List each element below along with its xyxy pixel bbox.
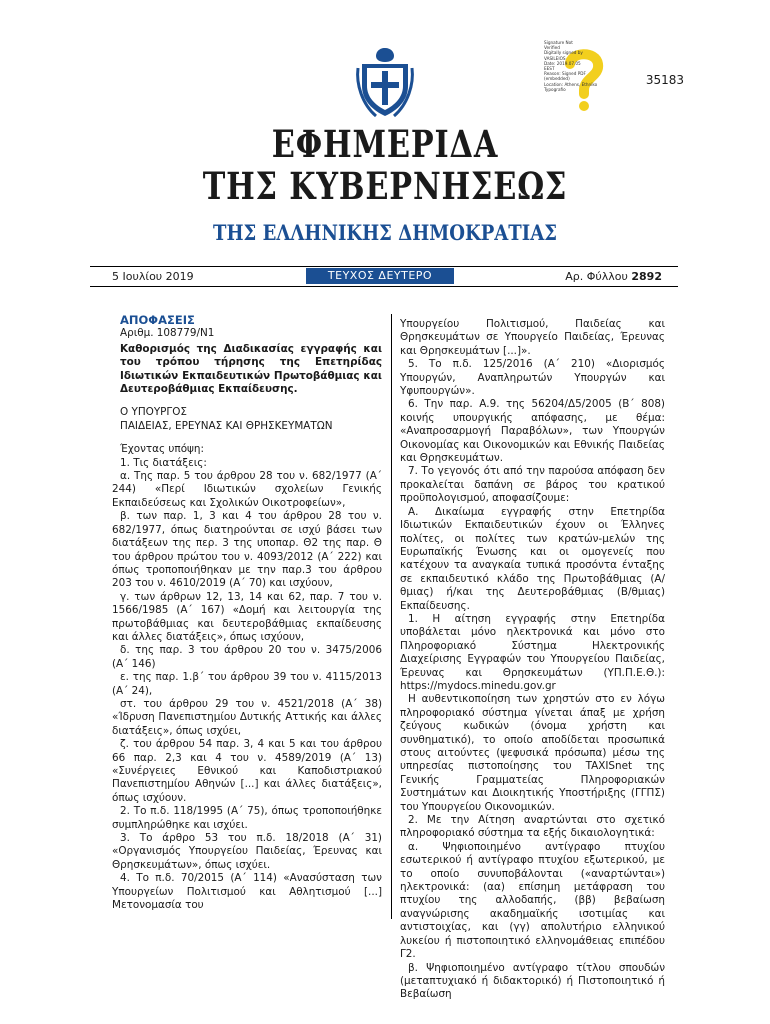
paragraph: α. Ψηφιοποιημένο αντίγραφο πτυχίου εσωτερικού ή αντίγραφο πτυχίου εξωτερικού, με το οποίο συνυποβάλονται («αναρτώνται») ηλεκτρονικά: (αα) επίσημη μετάφραση του πτυχίου της αλλοδαπής, (ββ) βεβαίωση αναγνώρισης ακαδημαϊκής ισοτιμίας και αντιστοιχίας, και (γγ) απολυτήριο ελληνικού λυκείου ή πιστοποιητικό ελληνομάθειας επιπέδου Γ2. [400, 840, 665, 961]
paragraph: 6. Την παρ. Α.9. της 56204/Δ5/2005 (Β΄ 808) κοινής υπουργικής απόφασης, με θέμα: «Αναπροσαρμογή Παραβόλων», των Υπουργών Οικονομίας και Οικονομικών και Εθνικής Παιδείας και Θρησκευμάτων. [400, 398, 665, 465]
decision-number: Αριθμ. 108779/Ν1 [120, 327, 215, 340]
paragraph: δ. της παρ. 3 του άρθρου 20 του ν. 3475/2006 (Α΄ 146) [112, 644, 382, 670]
paragraph: α. Της παρ. 5 του άρθρου 28 του ν. 682/1977 (Α΄ 244) «Περί Ιδιωτικών σχολείων Γενικής Εκπαιδεύσεως και Σχολικών Οικοτροφείων», [112, 470, 382, 509]
masthead-subtitle: ΤΗΣ ΕΛΛΗΝΙΚΗΣ ΔΗΜΟΚΡΑΤΙΑΣ [213, 220, 557, 245]
paragraph: Υπουργείου Πολιτισμού, Παιδείας και Θρησκευμάτων σε Υπουργείο Παιδείας, Έρευνας και Θρησκευμάτων [...]». [400, 318, 665, 357]
header-rule-top [90, 266, 678, 267]
issue-date: 5 Ιουλίου 2019 [112, 270, 194, 283]
right-column [400, 318, 665, 1002]
paragraph: 2. Με την Αίτηση αναρτώνται στο σχετικό πληροφοριακό σύστημα τα εξής δικαιολογητικά: [400, 814, 665, 840]
paragraph: Η αυθεντικοποίηση των χρηστών στο εν λόγω πληροφοριακό σύστημα γίνεται άπαξ με χρήση ζεύγους κωδικών (όνομα χρήστη και συνθηματικό), το οποίο αποδίδεται προσωπικά στους αιτούντες (ψεφυσικά πρόσωπα) μέσω της υπηρεσίας πιστοποίησης του TAXISnet της Γενικής Γραμματείας Πληροφοριακών Συστημάτων και Διοικητικής Υποστήριξης (ΓΓΠΣ) του Υπουργείου Οικονομικών. [400, 693, 665, 813]
paragraph: 4. Το π.δ. 70/2015 (Α΄ 114) «Ανασύσταση των Υπουργείων Πολιτισμού και Αθλητισμού [...] Μετονομασία του [112, 872, 382, 912]
masthead-title-line1: ΕΦΗΜΕΡΙΔΑ [271, 122, 499, 166]
issue-type-badge: ΤΕΥΧΟΣ ΔΕΥΤΕΡΟ [306, 268, 454, 284]
paragraph: β. Ψηφιοποιημένο αντίγραφο τίτλου σπουδών (μεταπτυχιακό ή διδακτορικό) ή Πιστοποιητικό ή Βεβαίωση [400, 961, 665, 1001]
signature-line: Location: Athens, Ethniko [544, 81, 598, 87]
paragraph: 1. Η αίτηση εγγραφής στην Επετηρίδα υποβάλεται μόνο ηλεκτρονικά και μόνο στο Πληροφοριακό Σύστημα Ηλεκτρονικής Διαχείρισης Εγγραφών του Υπουργείου Παιδείας, Έρευνας και Θρησκευμάτων (ΥΠ.Π.Ε.Θ.): https://mydocs.minedu.gov.gr [400, 612, 665, 692]
paragraph: β. των παρ. 1, 3 και 4 του άρθρου 28 του ν. 682/1977, όπως διατηρούνται σε ισχύ βάσει των διατάξεων της περ. 3 της υποπαρ. Θ2 της παρ. Θ του άρθρου πρώτου του ν. 4093/2012 (Α΄ 222) και όπως τροποποιήθηκαν με την παρ.3 του άρθρου 203 του ν. 4610/2019 (Α΄ 70) και ισχύουν, [112, 510, 382, 590]
signature-line: (embedded) [544, 76, 570, 82]
page-number: 35183 [645, 73, 684, 87]
paragraph: 2. Το π.δ. 118/1995 (Α΄ 75), όπως τροποποιήθηκε συμπληρώθηκε και ισχύει. [112, 805, 382, 831]
signature-line: Digitally signed by [544, 50, 583, 56]
minister-line: ΠΑΙΔΕΙΑΣ, ΕΡΕΥΝΑΣ ΚΑΙ ΘΡΗΣΚΕΥΜΑΤΩΝ [120, 419, 333, 432]
section-heading: ΑΠΟΦΑΣΕΙΣ [120, 313, 195, 327]
minister-heading [120, 406, 382, 433]
paragraph: 1. Τις διατάξεις: [120, 456, 207, 469]
column-divider [391, 314, 392, 919]
minister-line: Ο ΥΠΟΥΡΓΟΣ [120, 406, 187, 419]
signature-line: Typografio [544, 86, 566, 92]
sheet-number-line [565, 270, 662, 283]
signature-line: Signature Not [544, 40, 573, 45]
digital-signature-stamp [544, 40, 622, 112]
signature-line: VASILEIOS [544, 55, 566, 61]
signature-line: Reason: Signed PDF [544, 71, 586, 77]
decision-title: Καθορισμός της Διαδικασίας εγγραφής και του τρόπου τήρησης της Επετηρίδας Ιδιωτικών Εκπαιδευτικών Πρωτοβάθμιας και Δευτεροβάθμιας Εκπαίδευσης. [120, 342, 382, 396]
sheet-number-label: Αρ. Φύλλου [565, 270, 628, 283]
paragraph: γ. των άρθρων 12, 13, 14 και 62, παρ. 7 του ν. 1566/1985 (Α΄ 167) «Δομή και λειτουργία της πρωτοβάθμιας και δευτεροβάθμιας εκπαίδευσης και άλλες διατάξεις», όπως ισχύουν, [112, 590, 382, 643]
paragraph: ζ. του άρθρου 54 παρ. 3, 4 και 5 και του άρθρου 66 παρ. 2,3 και 4 του ν. 4589/2019 (Α΄ 13) «Συνέργειες Εθνικού και Καποδιστριακού Πανεπιστημίου Αθηνών [...] και άλλες διατάξεις», όπως ισχύουν. [112, 738, 382, 804]
signature-line: Verified [544, 45, 560, 51]
sheet-number: 2892 [631, 270, 662, 283]
header-rule-bottom [90, 286, 678, 287]
left-column [112, 314, 382, 912]
paragraph: 3. Το άρθρο 53 του π.δ. 18/2018 (Α΄ 31) «Οργανισμός Υπουργείου Παιδείας, Έρευνας και Θρησκευμάτων», όπως ισχύει. [112, 832, 382, 871]
signature-text [544, 40, 622, 92]
paragraph: 5. Το π.δ. 125/2016 (Α΄ 210) «Διορισμός Υπουργών, Αναπληρωτών Υπουργών και Υφυπουργών». [400, 358, 665, 398]
paragraph: 7. Το γεγονός ότι από την παρούσα απόφαση δεν προκαλείται δαπάνη σε βάρος του κρατικού προϋπολογισμού, αποφασίζουμε: [400, 465, 665, 505]
paragraph: Έχοντας υπόψη: [120, 443, 204, 456]
paragraph: στ. του άρθρου 29 του ν. 4521/2018 (Α΄ 38) «Ίδρυση Πανεπιστημίου Δυτικής Αττικής και άλλες διατάξεις», όπως ισχύει, [112, 697, 382, 737]
signature-line: EEST [544, 66, 555, 72]
paragraph: Α. Δικαίωμα εγγραφής στην Επετηρίδα Ιδιωτικών Εκπαιδευτικών έχουν οι Έλληνες πολίτες, οι πολίτες των κρατών-μελών της Ευρωπαϊκής Ένωσης και οι ομογενείς που κατέχουν τα αναγκαία τυπικά προσόντα ένταξης σε εκπαιδευτικό κλάδο της Πρωτοβάθμιας (Α/θμιας) ή/και της Δευτεροβάθμιας (Β/θμιας) Εκπαίδευσης. [400, 505, 665, 612]
greek-coat-of-arms-icon [354, 44, 416, 120]
masthead-title-line2: ΤΗΣ ΚΥΒΕΡΝΗΣΕΩΣ [202, 164, 568, 208]
paragraph: ε. της παρ. 1.β΄ του άρθρου 39 του ν. 4115/2013 (Α΄ 24), [112, 671, 382, 697]
signature-line: Date: 2019.07.05 [544, 60, 581, 66]
